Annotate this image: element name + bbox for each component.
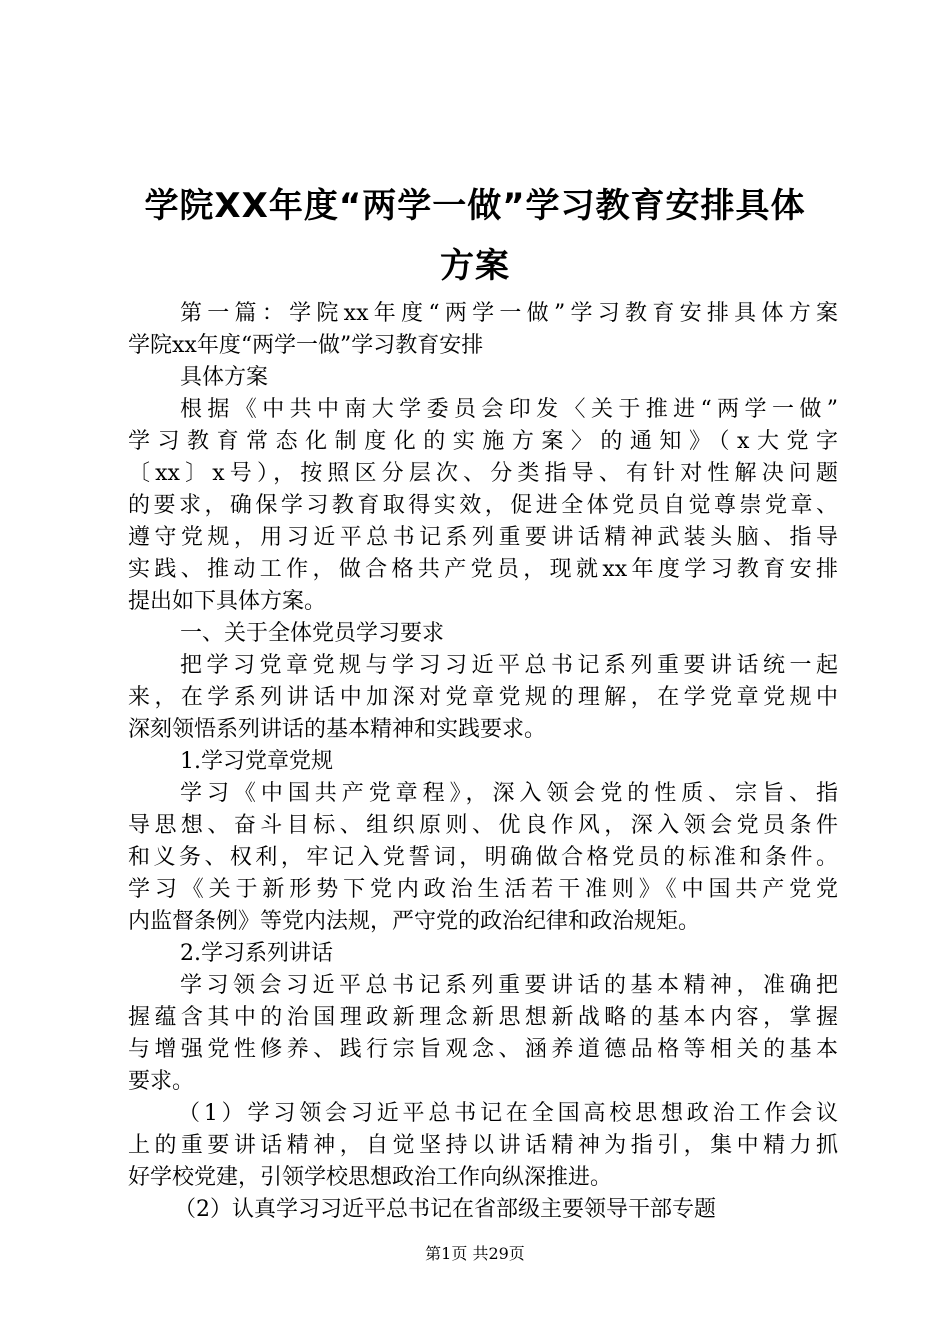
- text-line: （2）认真学习习近平总书记在省部级主要领导干部专题: [174, 1197, 716, 1222]
- text-line: 内监督条例》等党内法规，严守党的政治纪律和政治规矩。: [128, 909, 701, 934]
- text-line: 来，在学系列讲话中加深对党章党规的理解，在学党章党规中: [128, 685, 838, 710]
- text-line: 第一篇：学院xx年度“两学一做”学习教育安排具体方案: [180, 301, 838, 326]
- text-line: 与增强党性修养、践行宗旨观念、涵养道德品格等相关的基本: [128, 1037, 838, 1062]
- text-line: 上的重要讲话精神，自觉坚持以讲话精神为指引，集中精力抓: [128, 1133, 838, 1158]
- text-line: 好学校党建，引领学校思想政治工作向纵深推进。: [128, 1165, 613, 1190]
- text-line: 和义务、权利，牢记入党誓词，明确做合格党员的标准和条件。: [128, 845, 838, 870]
- document-title-line-1: 学院XX年度“两学一做”学习教育安排具体: [144, 186, 806, 226]
- text-line: 根据《中共中南大学委员会印发〈关于推进“两学一做”: [180, 397, 838, 422]
- text-line: 遵守党规，用习近平总书记系列重要讲话精神武装头脑、指导: [128, 525, 838, 550]
- document-title-line-2: 方案: [440, 246, 510, 286]
- text-line: 学习《中国共产党章程》，深入领会党的性质、宗旨、指: [180, 781, 838, 806]
- text-line: （1）学习领会习近平总书记在全国高校思想政治工作会议: [178, 1101, 838, 1126]
- text-line: 提出如下具体方案。: [128, 589, 327, 614]
- text-line: 要求。: [128, 1069, 195, 1094]
- text-line: 学院xx年度“两学一做”学习教育安排: [128, 333, 484, 358]
- document-body: [128, 298, 838, 1226]
- text-line: 导思想、奋斗目标、组织原则、优良作风，深入领会党员条件: [128, 813, 838, 838]
- text-line: 学习教育常态化制度化的实施方案〉的通知》（x大党字: [128, 429, 838, 454]
- text-line: 把学习党章党规与学习习近平总书记系列重要讲话统一起: [180, 653, 838, 678]
- subsection-heading: 2.学习系列讲话: [180, 941, 333, 966]
- subsection-heading: 1.学习党章党规: [180, 749, 333, 774]
- text-line: 具体方案: [180, 365, 269, 390]
- text-line: 学习《关于新形势下党内政治生活若干准则》《中国共产党党: [128, 877, 838, 902]
- text-line: 〔xx〕x号），按照区分层次、分类指导、有针对性解决问题: [128, 461, 838, 486]
- text-line: 深刻领悟系列讲话的基本精神和实践要求。: [128, 717, 547, 742]
- section-heading: 一、关于全体党员学习要求: [180, 621, 445, 646]
- text-line: 学习领会习近平总书记系列重要讲话的基本精神，准确把: [180, 973, 838, 998]
- page-number-footer: 第1页 共29页: [425, 1244, 525, 1263]
- text-line: 握蕴含其中的治国理政新理念新思想新战略的基本内容，掌握: [128, 1005, 838, 1030]
- text-line: 实践、推动工作，做合格共产党员，现就xx年度学习教育安排: [128, 557, 838, 582]
- text-line: 的要求，确保学习教育取得实效，促进全体党员自觉尊崇党章、: [128, 493, 838, 518]
